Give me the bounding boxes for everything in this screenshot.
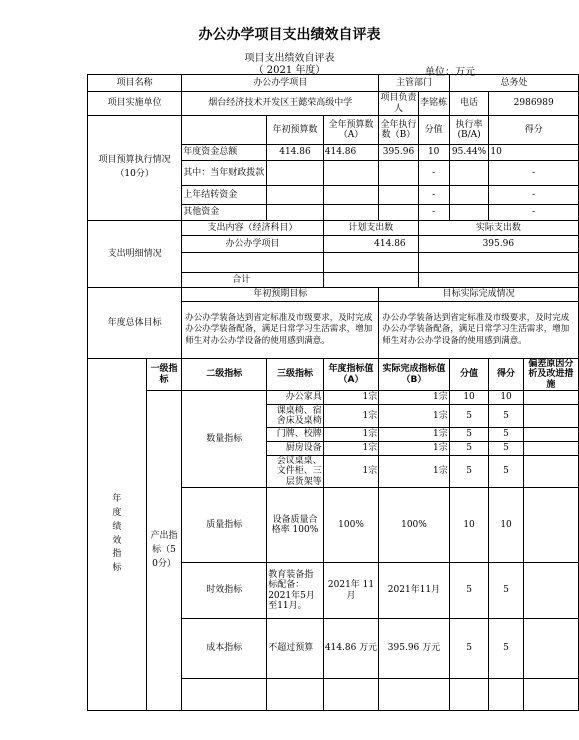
expense-total-label: 合计 — [182, 273, 323, 288]
dept-label: 主管部门 — [379, 75, 449, 92]
goals-header: 目标实际完成情况 — [379, 288, 579, 302]
indicator-row: 会议桌桌、文件柜、三层货架等 1宗 1宗 5 5 — [88, 456, 579, 488]
page-title: 办公办学项目支出绩效自评表 — [198, 27, 381, 43]
expense-header: 支出内容（经济科目） — [182, 221, 323, 236]
indicators-header-row — [88, 359, 579, 391]
budget-header: 执行率(B/A) — [449, 116, 489, 145]
indicator-header: 二级指标 — [182, 359, 267, 391]
project-name-value: 办公办学项目 — [182, 75, 379, 92]
indicator-header: 偏差原因分析及改进措施 — [523, 359, 578, 391]
expense-row: 办公办学项目 414.86 395.96 — [88, 236, 579, 253]
timeliness-label: 时效指标 — [182, 563, 267, 619]
budget-header: 全年预算数（A） — [323, 116, 379, 145]
indicator-header: 得分 — [489, 359, 523, 391]
goals-planned-text: 办公办学装备达到省定标准及市级要求，及时完成办公办学装备配备，满足日常学习生活需求，增加师生对办公办学设备的使用感到满意。 — [182, 302, 379, 359]
budget-header: 全年执行数（B） — [379, 116, 418, 145]
performance-table — [87, 74, 579, 711]
indicator-row: 厨房设备 1宗 1宗 5 5 — [88, 442, 579, 456]
project-name-row — [88, 75, 579, 92]
budget-row: 其中：当年财政拨款 - - — [88, 161, 579, 186]
budget-row-label: 上年结转资金 — [182, 186, 267, 205]
leader-label: 项目负责人 — [380, 93, 417, 114]
phone-label: 电话 — [449, 92, 489, 116]
budget-header: 得分 — [489, 116, 579, 145]
indicator-row: 质量指标 设备质量合格率 100% 100% 100% 10 10 — [88, 488, 579, 563]
indicator-row: 时效指标 教育装备指标配备：2021年5月至11月。 2021年 11月 2021年11月 5 5 — [88, 563, 579, 619]
phone-value: 2986989 — [489, 92, 579, 116]
indicator-row: 门牌、校牌 1宗 1宗 5 5 — [88, 428, 579, 442]
budget-row: 其他资金 - - — [88, 205, 579, 221]
impl-unit-row — [88, 92, 579, 116]
form-subtitle: 项目支出绩效自评表 — [244, 53, 335, 64]
goals-section-label: 年度总体目标 — [88, 288, 182, 359]
leader-value: 李铭栋 — [418, 92, 449, 116]
budget-row-label: 年度资金总额 — [182, 145, 267, 161]
budget-row: 上年结转资金 - - — [88, 186, 579, 205]
expense-header: 计划支出数 — [323, 221, 418, 236]
indicator-header: 分值 — [449, 359, 489, 391]
form-year: （ 2021 年度） — [253, 65, 326, 76]
budget-row-label: 其中：当年财政拨款 — [182, 161, 267, 186]
expense-header-row — [88, 221, 579, 236]
budget-header: 年初预算数 — [267, 116, 324, 145]
dept-value: 总务处 — [449, 75, 578, 92]
indicator-header: 年度指标值（A） — [323, 359, 379, 391]
indicator-row: 产出指标（50分） 数量指标 办公家具 1宗 1宗 10 10 — [88, 391, 579, 405]
budget-section-label: 项目预算执行情况（10分） — [88, 116, 182, 221]
indicators-section-label: 年度绩效指标 — [88, 359, 147, 711]
project-name-label: 项目名称 — [88, 75, 182, 92]
budget-row-label: 其他资金 — [182, 205, 267, 221]
quantity-label: 数量指标 — [182, 391, 267, 488]
unit-label: 单位：万元 — [425, 67, 475, 78]
cost-label: 成本指标 — [182, 619, 267, 679]
impl-unit-value: 烟台经济技术开发区王懿荣高级中学 — [182, 92, 379, 116]
indicator-header: 一级指标 — [146, 359, 181, 391]
expense-section-label: 支出明细情况 — [88, 221, 182, 288]
expense-item: 办公办学项目 — [182, 236, 323, 253]
expense-header: 实际支出数 — [418, 221, 578, 236]
indicator-level1: 产出指标（50分） — [146, 391, 181, 711]
quality-label: 质量指标 — [182, 488, 267, 563]
budget-row: 年度资金总额 414.86 414.86 395.96 10 95.44% 10 — [88, 145, 579, 161]
budget-header-row — [88, 116, 579, 145]
budget-header: 分值 — [418, 116, 449, 145]
goals-actual-text: 办公办学装备达到省定标准及市级要求，及时完成办公办学装备配备，满足日常学习生活需求，增加师生对办公办学设备的使用感到满意。 — [379, 302, 579, 359]
indicator-row: 成本指标 不超过预算 414.86 万元 395.96 万元 5 5 — [88, 619, 579, 679]
impl-unit-label: 项目实施单位 — [88, 92, 182, 116]
indicator-row: 课桌椅、宿舍床及桌椅 1宗 1宗 5 5 — [88, 405, 579, 428]
indicator-header: 三级指标 — [267, 359, 324, 391]
goals-header-row — [88, 288, 579, 302]
indicator-header: 实际完成指标值（B） — [379, 359, 449, 391]
goals-header: 年初预期目标 — [182, 288, 379, 302]
